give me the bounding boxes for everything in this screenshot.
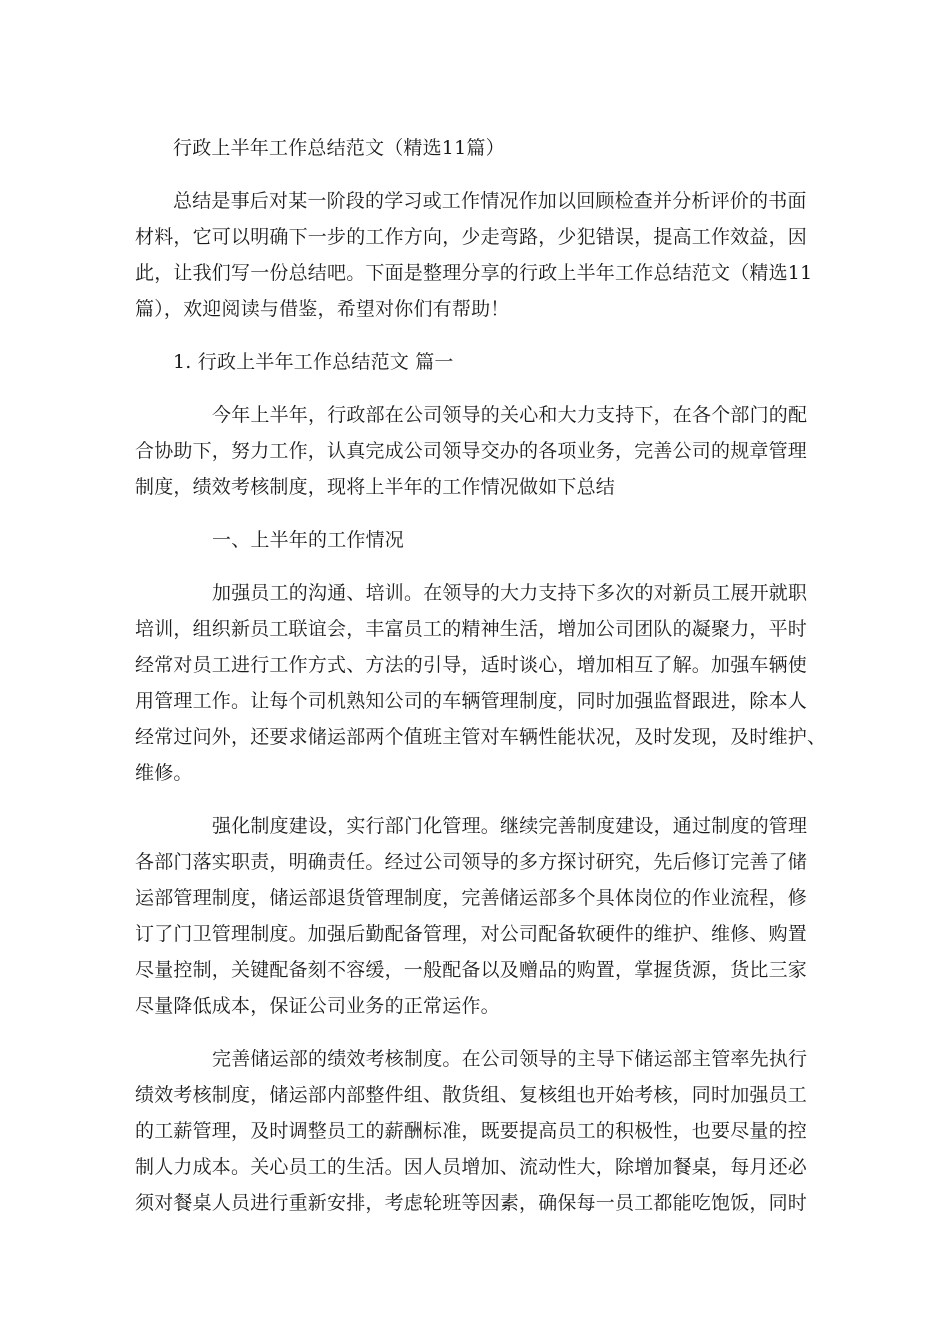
intro-line: 此，让我们写一份总结吧。下面是整理分享的行政上半年工作总结范文（精选11: [135, 262, 813, 284]
intro-line: 篇），欢迎阅读与借鉴，希望对你们有帮助！: [135, 298, 510, 320]
paragraph-line: 尽量降低成本，保证公司业务的正常运作。: [135, 995, 500, 1017]
paragraph-line: 的工薪管理，及时调整员工的薪酬标准，既要提高员工的积极性，也要尽量的控: [135, 1120, 808, 1142]
paragraph-line: 运部管理制度，储运部退货管理制度，完善储运部多个具体岗位的作业流程，修: [135, 887, 808, 909]
paragraph-line: 须对餐桌人员进行重新安排，考虑轮班等因素，确保每一员工都能吃饱饭，同时: [135, 1192, 808, 1214]
section-heading: 一、上半年的工作情况: [212, 529, 405, 551]
intro-line: 总结是事后对某一阶段的学习或工作情况作加以回顾检查并分析评价的书面: [173, 190, 807, 212]
intro-line: 材料，它可以明确下一步的工作方向，少走弯路，少犯错误，提高工作效益，因: [135, 226, 808, 248]
paragraph-line: 绩效考核制度，储运部内部整件组、散货组、复核组也开始考核，同时加强员工: [135, 1084, 808, 1106]
paragraph-line: 完善储运部的绩效考核制度。在公司领导的主导下储运部主管率先执行: [212, 1048, 808, 1070]
paragraph-line: 制人力成本。关心员工的生活。因人员增加、流动性大，除增加餐桌，每月还必: [135, 1156, 808, 1178]
paragraph-line: 用管理工作。让每个司机熟知公司的车辆管理制度，同时加强监督跟进，除本人: [135, 690, 808, 712]
paragraph-line: 加强员工的沟通、培训。在领导的大力支持下多次的对新员工展开就职: [212, 582, 808, 604]
paragraph-line: 维修。: [135, 762, 193, 784]
paragraph-line: 制度，绩效考核制度，现将上半年的工作情况做如下总结: [135, 476, 616, 498]
paragraph-line: 培训，组织新员工联谊会，丰富员工的精神生活，增加公司团队的凝聚力，平时: [135, 618, 808, 640]
paragraph-line: 尽量控制，关键配备刻不容缓，一般配备以及赠品的购置，掌握货源，货比三家: [135, 959, 808, 981]
paragraph-line: 合协助下，努力工作，认真完成公司领导交办的各项业务，完善公司的规章管理: [135, 440, 808, 462]
document-title: 行政上半年工作总结范文（精选11篇）: [173, 137, 505, 159]
paragraph-line: 订了门卫管理制度。加强后勤配备管理，对公司配备软硬件的维护、维修、购置: [135, 923, 808, 945]
paragraph-line: 经常对员工进行工作方式、方法的引导，适时谈心，增加相互了解。加强车辆使: [135, 654, 808, 676]
paragraph-line: 今年上半年，行政部在公司领导的关心和大力支持下，在各个部门的配: [212, 404, 808, 426]
paragraph-line: 经常过问外，还要求储运部两个值班主管对车辆性能状况，及时发现，及时维护、: [135, 726, 827, 748]
paragraph-line: 强化制度建设，实行部门化管理。继续完善制度建设，通过制度的管理: [212, 815, 808, 837]
article-heading: 1. 行政上半年工作总结范文 篇一: [173, 351, 454, 373]
paragraph-line: 各部门落实职责，明确责任。经过公司领导的多方探讨研究，先后修订完善了储: [135, 851, 808, 873]
